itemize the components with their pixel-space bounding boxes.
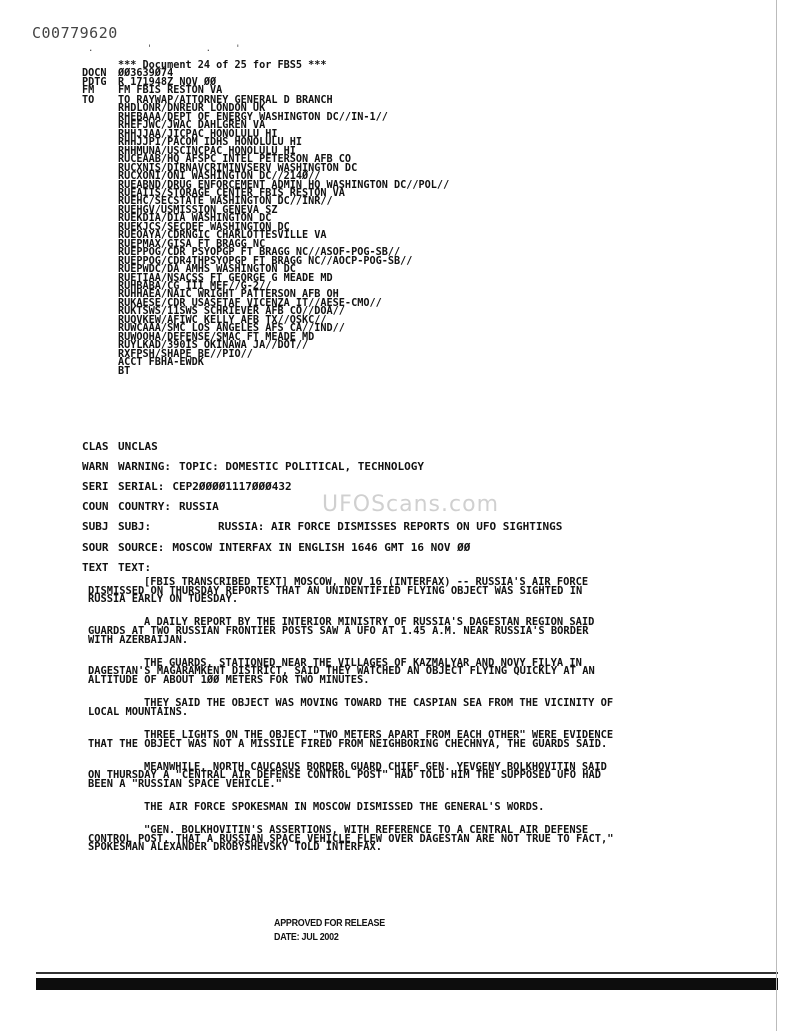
routing-line: RUCEAAB/HQ AFSPC INTEL PETERSON AFB CO [118,154,352,166]
routing-line: RUEPPOG/CDR PSYOPGP FT BRAGG NC//ASOF-POG-SB// [118,247,401,259]
field-label: WARNING: [118,460,171,473]
field-value: UNCLAS [118,440,158,453]
field-coun [82,500,219,513]
routing-line: RUHHAEA/NAIC WRIGHT PATTERSON AFB OH [118,289,339,301]
routing-line: RHHJJAA/JICPAC HONOLULU HI [118,128,278,140]
field-subj [82,520,562,533]
header-value: R 171948Z NOV ØØ [118,76,217,88]
routing-line: RUEOAYA/CDRNGIC CHARLOTTESVILLE VA [118,230,327,242]
routing-line: RUEHC/SECSTATE WASHINGTON DC//INR// [118,196,333,208]
field-value: RUSSIA [178,500,219,513]
routing-line: RUEAIIS/STORAGE CENTER FBIS RESTON VA [118,187,345,199]
field-key: SOUR [82,541,109,554]
body-paragraph: "GEN. BOLKHOVITIN'S ASSERTIONS, WITH REFERENCE TO A CENTRAL AIR DEFENSE CONTROL POST, THAT A RUSSIAN SPACE VEHICLE FLEW OVER DAGESTAN ARE NOT TRUE TO FACT," SPOKESMAN ALEXANDER DROBYSHEVSKY TOLD INTERFAX. [88,824,614,854]
routing-line: RHHJJPI/PACOM IDHS HONOLULU HI [118,137,303,149]
body-paragraph: [FBIS TRANSCRIBED TEXT] MOSCOW, NOV 16 (INTERFAX) -- RUSSIA'S AIR FORCE DISMISSED ON THURSDAY REPORTS THAT AN UNIDENTIFIED FLYING OBJECT WAS SIGHTED IN RUSSIA EARLY ON TUESDAY. [88,576,589,606]
field-label: TEXT: [118,561,152,574]
field-value: MOSCOW INTERFAX IN ENGLISH 1646 GMT 16 NOV ØØ [172,541,471,554]
header-value: *** Document 24 of 25 for FBS5 *** [118,60,327,71]
routing-line: RUEPWDC/DA AMHS WASHINGTON DC [118,264,296,276]
routing-line: RHHMUNA/USCINCPAC HONOLULU HI [118,145,296,157]
routing-line: RUEKJCS/SECDEF WASHINGTON DC [118,221,290,233]
body-paragraph: THE AIR FORCE SPOKESMAN IN MOSCOW DISMISSED THE GENERAL'S WORDS. [144,801,545,814]
field-key: COUN [82,500,109,513]
scan-edge-line [36,972,778,974]
routing-line: RUEPMAX/GISA FT BRAGG NC [118,238,266,250]
routing-line: RUYLKAD/390IS OKINAWA JA//DOT// [118,340,309,352]
routing-to-key: TO [82,95,95,106]
field-label: SOURCE: [118,541,165,554]
header-value: ØØ3639Ø74 [118,68,174,80]
field-label: COUNTRY: [118,500,171,513]
body-paragraph: MEANWHILE, NORTH CAUCASUS BORDER GUARD CHIEF GEN. YEVGENY BOLKHOVITIN SAID ON THURSDAY A "CENTRAL AIR DEFENSE CONTROL POST" HAD TOLD HIM THE SUPPOSED UFO HAD BEEN A "RUSSIAN SPACE VEHICLE." [88,760,607,790]
header-key: PDTG [82,76,107,88]
field-text [82,561,159,574]
routing-line: BT [118,365,131,377]
field-key: TEXT [82,561,109,574]
scan-right-edge [776,0,777,1031]
routing-line: RUCXNIS/DIRNAVCRIMINVSERV WASHINGTON DC [118,162,358,174]
routing-line: RUKTSWS/11SWS SCHRIEVER AFB CO//DOA// [118,306,345,318]
field-seri [82,480,292,493]
routing-line: RUETIAA/NSACSS FT GEORGE G MEADE MD [118,272,333,284]
watermark: UFOScans.com [322,492,499,517]
field-key: WARN [82,460,109,473]
field-clas [82,440,158,453]
routing-to-first: TO RAYWAP/ATTORNEY GENERAL D BRANCH [118,95,333,106]
message-header [82,62,327,96]
scan-bottom-bar [36,978,778,990]
field-value: RUSSIA: AIR FORCE DISMISSES REPORTS ON UFO SIGHTINGS [218,520,563,533]
routing-line: ACCT FBHA-EWDK [118,357,204,369]
routing-line: RUHBABA/CG III MEF//G-2// [118,280,272,292]
routing-line: RUKAESE/CDR USASETAF VICENZA IT//AESE-CMO// [118,297,382,309]
header-key: DOCN [82,68,107,80]
field-key: SERI [82,480,109,493]
body-paragraph: THEY SAID THE OBJECT WAS MOVING TOWARD THE CASPIAN SEA FROM THE VICINITY OF LOCAL MOUNTAINS. [88,697,614,718]
routing-line: RHEBAAA/DEPT OF ENERGY WASHINGTON DC//IN-1// [118,111,388,123]
routing-line: RUEABND/DRUG ENFORCEMENT ADMIN HQ WASHINGTON DC//POL// [118,179,450,191]
routing-line: RUEHGV/USMISSION GENEVA SZ [118,204,278,216]
message-body [88,578,618,867]
field-key: CLAS [82,440,109,453]
release-stamp-line1: APPROVED FOR RELEASE [274,917,385,929]
body-paragraph: THE GUARDS, STATIONED NEAR THE VILLAGES OF KAZMALYAR AND NOVY FILYA IN DAGESTAN'S MAGARAMKENT DISTRICT, SAID THEY WATCHED AN OBJECT FLYING QUICKLY AT AN ALTITUDE OF ABOUT 1ØØ METERS FOR TWO MINUTES. [88,656,595,686]
field-sour [82,541,470,554]
routing-line: RUQVKEW/AFIWC KELLY AFB TX//OSKC// [118,314,327,326]
routing-line: RUEKDIA/DIA WASHINGTON DC [118,213,272,225]
release-stamp [274,916,385,944]
document-control-number: C00779620 [32,24,118,42]
scan-specks: . ' .' [88,44,265,54]
body-paragraph: THREE LIGHTS ON THE OBJECT "TWO METERS APART FROM EACH OTHER" WERE EVIDENCE THAT THE OBJECT WAS NOT A MISSILE FIRED FROM NEIGHBORING CHECHNYA, THE GUARDS SAID. [88,728,614,750]
routing-line: RUWOOHA/DEFENSE/SMAC FT MEADE MD [118,331,315,343]
routing-line: RHEFJWC/JWAC DAHLGREN VA [118,120,266,132]
field-warn [82,460,424,473]
header-value: FM FBIS RESTON VA [118,85,223,97]
field-label: SUBJ: [118,520,152,533]
routing-line: RUWCAAA/SMC LOS ANGELES AFS CA//IND// [118,323,345,335]
body-paragraph: A DAILY REPORT BY THE INTERIOR MINISTRY OF RUSSIA'S DAGESTAN REGION SAID GUARDS AT TWO RUSSIAN FRONTIER POSTS SAW A UFO AT 1.45 A.M. NEAR RUSSIA'S BORDER WITH AZERBAIJAN. [88,616,595,646]
routing-line: RUEPPOG/CDR4THPSYOPGP FT BRAGG NC//AOCP-POG-SB// [118,255,413,267]
field-label: SERIAL: [118,480,165,493]
field-value: TOPIC: DOMESTIC POLITICAL, TECHNOLOGY [178,460,425,473]
routing-list [82,97,449,376]
field-value: CEP2ØØØØ1117ØØØ432 [172,480,292,493]
routing-line: RHDLONR/DNREUR LONDON UK [118,103,266,115]
field-key: SUBJ [82,520,109,533]
release-stamp-line2: DATE: JUL 2002 [274,931,339,943]
routing-line: RXFPSH/SHAPE BE//PIO// [118,348,253,360]
routing-line: RUCXONI/ONI WASHINGTON DC//214Ø// [118,171,321,183]
header-key: FM [82,85,95,97]
